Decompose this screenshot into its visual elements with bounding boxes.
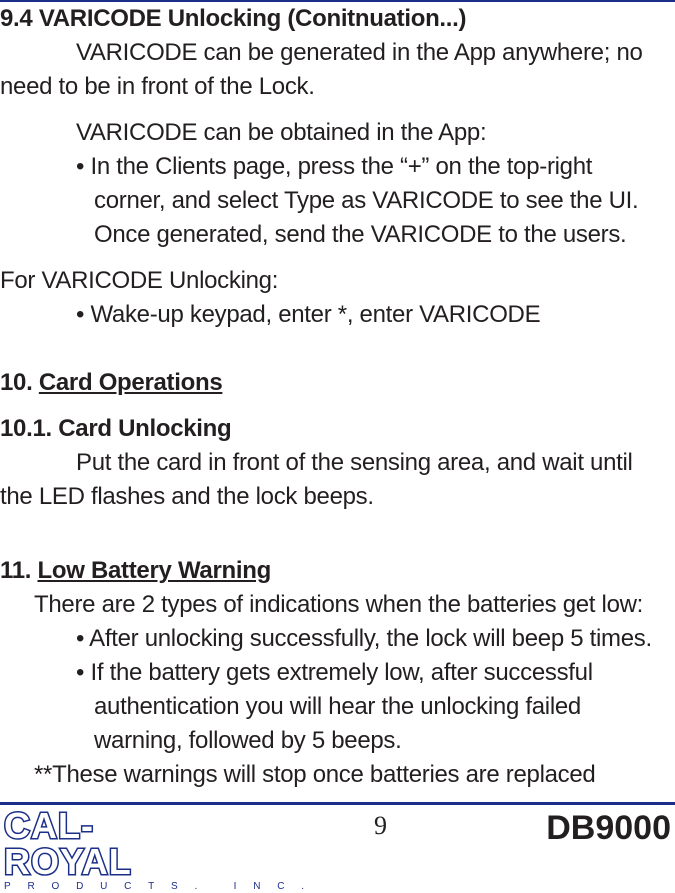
section-10-1-heading: 10.1. Card Unlocking (0, 415, 232, 442)
note-line: **These warnings will stop once batteries are replaced (34, 761, 596, 788)
section-number: 11. (0, 557, 38, 584)
page-content (0, 2, 675, 792)
paragraph-line: For VARICODE Unlocking: (0, 267, 279, 294)
bullet-item: • In the Clients page, press the “+” on the top-right (76, 153, 593, 180)
logo-wordmark: CAL-ROYAL (4, 805, 132, 882)
section-number: 10. (0, 369, 39, 396)
bullet-item: • Wake-up keypad, enter *, enter VARICODE (76, 301, 541, 328)
paragraph-line: need to be in front of the Lock. (0, 73, 315, 100)
paragraph-line: the LED flashes and the lock beeps. (0, 483, 374, 510)
bullet-continuation: Once generated, send the VARICODE to the users. (94, 221, 627, 248)
paragraph-line: VARICODE can be obtained in the App: (76, 119, 487, 146)
bullet-continuation: warning, followed by 5 beeps. (94, 727, 402, 754)
bullet-continuation: corner, and select Type as VARICODE to see the UI. (94, 187, 639, 214)
bullet-item: • After unlocking successfully, the lock will beep 5 times. (76, 625, 652, 652)
section-title: Low Battery Warning (37, 557, 271, 584)
bullet-item: • If the battery gets extremely low, after successful (76, 659, 593, 686)
footer-rule (0, 802, 675, 805)
page-number: 9 (374, 811, 387, 840)
paragraph-line: Put the card in front of the sensing area, and wait until (76, 449, 633, 476)
section-title: Card Operations (38, 369, 223, 396)
cal-royal-logo (4, 805, 321, 893)
model-number: DB9000 (546, 809, 671, 847)
paragraph-line: VARICODE can be generated in the App anywhere; no (76, 39, 643, 66)
section-11-heading (0, 554, 675, 588)
paragraph-line: There are 2 types of indications when the batteries get low: (34, 591, 644, 618)
logo-subtitle: PRODUCTS. INC. (4, 881, 321, 892)
section-10-heading (0, 366, 675, 400)
bullet-continuation: authentication you will hear the unlocking failed (94, 693, 581, 720)
section-9-4-heading: 9.4 VARICODE Unlocking (Conitnuation...) (0, 5, 467, 32)
